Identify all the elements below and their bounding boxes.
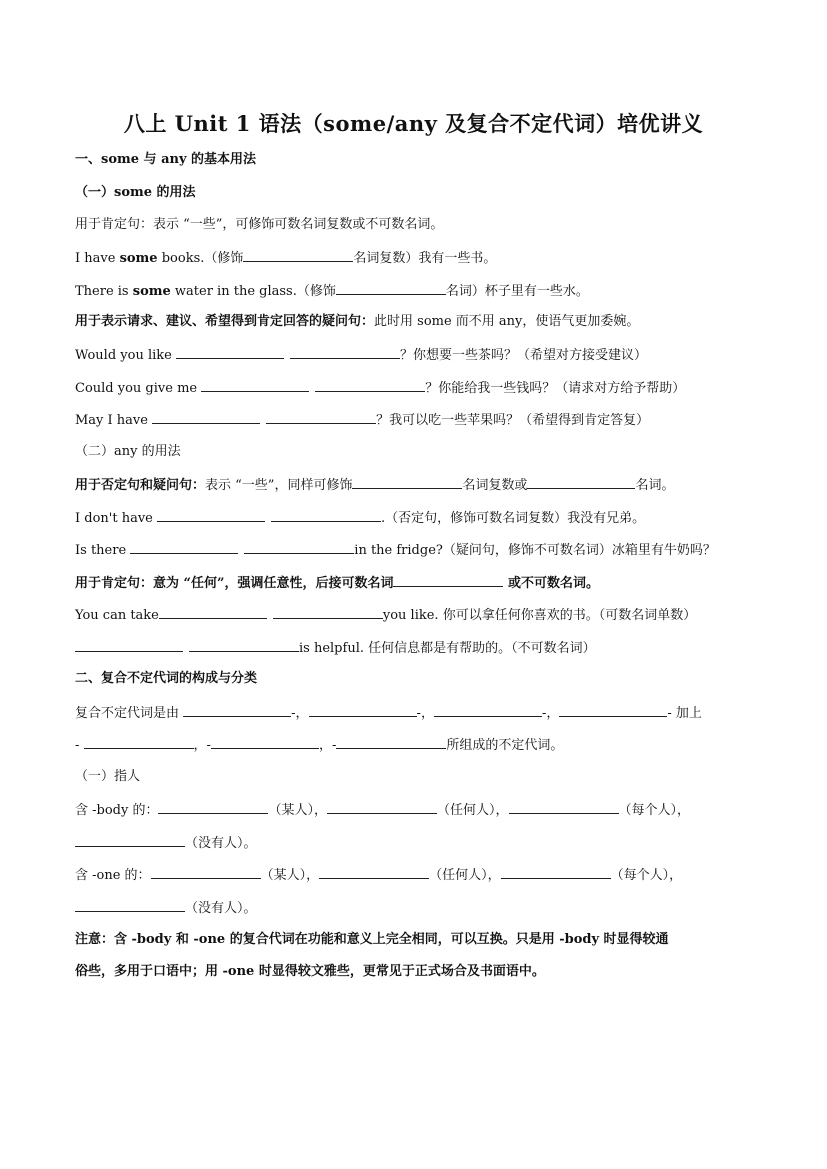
answer-blank[interactable] <box>271 508 381 522</box>
rule-text: 用于表示请求、建议、希望得到肯定回答的疑问句：此时用 some 而不用 any，使语气更加委婉。 <box>75 314 640 329</box>
answer-blank[interactable] <box>266 410 376 424</box>
answer-blank[interactable] <box>315 378 425 392</box>
answer-blank[interactable] <box>176 345 284 359</box>
page-title: 八上 Unit 1 语法（some/any 及复合不定代词）培优讲义 <box>123 111 704 136</box>
answer-blank[interactable] <box>393 573 503 587</box>
answer-blank[interactable] <box>336 735 446 749</box>
note-text: 注意：含 -body 和 -one 的复合代词在功能和意义上完全相同，可以互换。只是用 -body 时显得较通 <box>75 932 669 947</box>
example-line: You can take you like. 你可以拿任何你喜欢的书。（可数名词单数） <box>75 605 696 625</box>
subsection-heading-some: （一）some 的用法 <box>75 185 196 200</box>
answer-blank[interactable] <box>75 898 185 912</box>
answer-blank[interactable] <box>75 638 183 652</box>
answer-blank[interactable] <box>352 475 462 489</box>
answer-blank[interactable] <box>84 735 194 749</box>
answer-blank[interactable] <box>273 605 383 619</box>
example-line: I don't have .（否定句，修饰可数名词复数）我没有兄弟。 <box>75 508 645 528</box>
answer-blank[interactable] <box>327 800 437 814</box>
answer-blank[interactable] <box>183 703 291 717</box>
section-heading-1: 一、some 与 any 的基本用法 <box>75 152 257 167</box>
rule-text: 复合不定代词是由 -， -， -， - 加上 <box>75 703 702 723</box>
answer-blank[interactable] <box>158 800 268 814</box>
answer-blank[interactable] <box>159 605 267 619</box>
answer-blank[interactable] <box>75 833 185 847</box>
rule-text: - ，- ，- 所组成的不定代词。 <box>75 735 563 755</box>
answer-blank[interactable] <box>201 378 309 392</box>
answer-blank[interactable] <box>152 410 260 424</box>
answer-blank[interactable] <box>527 475 635 489</box>
answer-blank[interactable] <box>244 540 354 554</box>
note-text: 俗些，多用于口语中；用 -one 时显得较文雅些，更常见于正式场合及书面语中。 <box>75 964 545 979</box>
answer-blank[interactable] <box>501 865 611 879</box>
rule-text: 含 -one 的： （某人）， （任何人）， （每个人）， <box>75 865 682 885</box>
answer-blank[interactable] <box>211 735 319 749</box>
rule-text: 含 -body 的： （某人）， （任何人）， （每个人）， <box>75 800 690 820</box>
answer-blank[interactable] <box>157 508 265 522</box>
subsection-heading-any: （二）any 的用法 <box>75 444 181 459</box>
example-line: Could you give me ？你能给我一些钱吗？（请求对方给予帮助） <box>75 378 685 398</box>
example-line: Would you like ？你想要一些茶吗？（希望对方接受建议） <box>75 345 647 365</box>
answer-blank[interactable] <box>151 865 261 879</box>
answer-blank[interactable] <box>434 703 542 717</box>
rule-text: 用于肯定句：表示 “一些”，可修饰可数名词复数或不可数名词。 <box>75 217 444 232</box>
rule-text: 用于否定句和疑问句：表示 “一些”，同样可修饰 名词复数或 名词。 <box>75 475 674 495</box>
answer-blank[interactable] <box>243 248 353 262</box>
example-line: I have some books.（修饰 名词复数）我有一些书。 <box>75 248 496 268</box>
rule-text: （没有人）。 <box>75 898 257 918</box>
rule-text: （没有人）。 <box>75 833 257 853</box>
example-line: Is there in the fridge?（疑问句，修饰不可数名词）冰箱里有牛奶吗？ <box>75 540 716 560</box>
section-heading-2: 二、复合不定代词的构成与分类 <box>75 671 258 686</box>
example-line: is helpful. 任何信息都是有帮助的。（不可数名词） <box>75 638 596 658</box>
example-line: There is some water in the glass.（修饰 名词）杯子里有一些水。 <box>75 281 589 301</box>
answer-blank[interactable] <box>290 345 400 359</box>
answer-blank[interactable] <box>130 540 238 554</box>
answer-blank[interactable] <box>189 638 299 652</box>
answer-blank[interactable] <box>509 800 619 814</box>
answer-blank[interactable] <box>336 281 446 295</box>
answer-blank[interactable] <box>319 865 429 879</box>
answer-blank[interactable] <box>559 703 667 717</box>
subsection-heading-person: （一）指人 <box>75 769 141 784</box>
answer-blank[interactable] <box>309 703 417 717</box>
example-line: May I have ？我可以吃一些苹果吗？（希望得到肯定答复） <box>75 410 649 430</box>
rule-text: 用于肯定句：意为 “任何”，强调任意性，后接可数名词 或不可数名词。 <box>75 573 599 593</box>
